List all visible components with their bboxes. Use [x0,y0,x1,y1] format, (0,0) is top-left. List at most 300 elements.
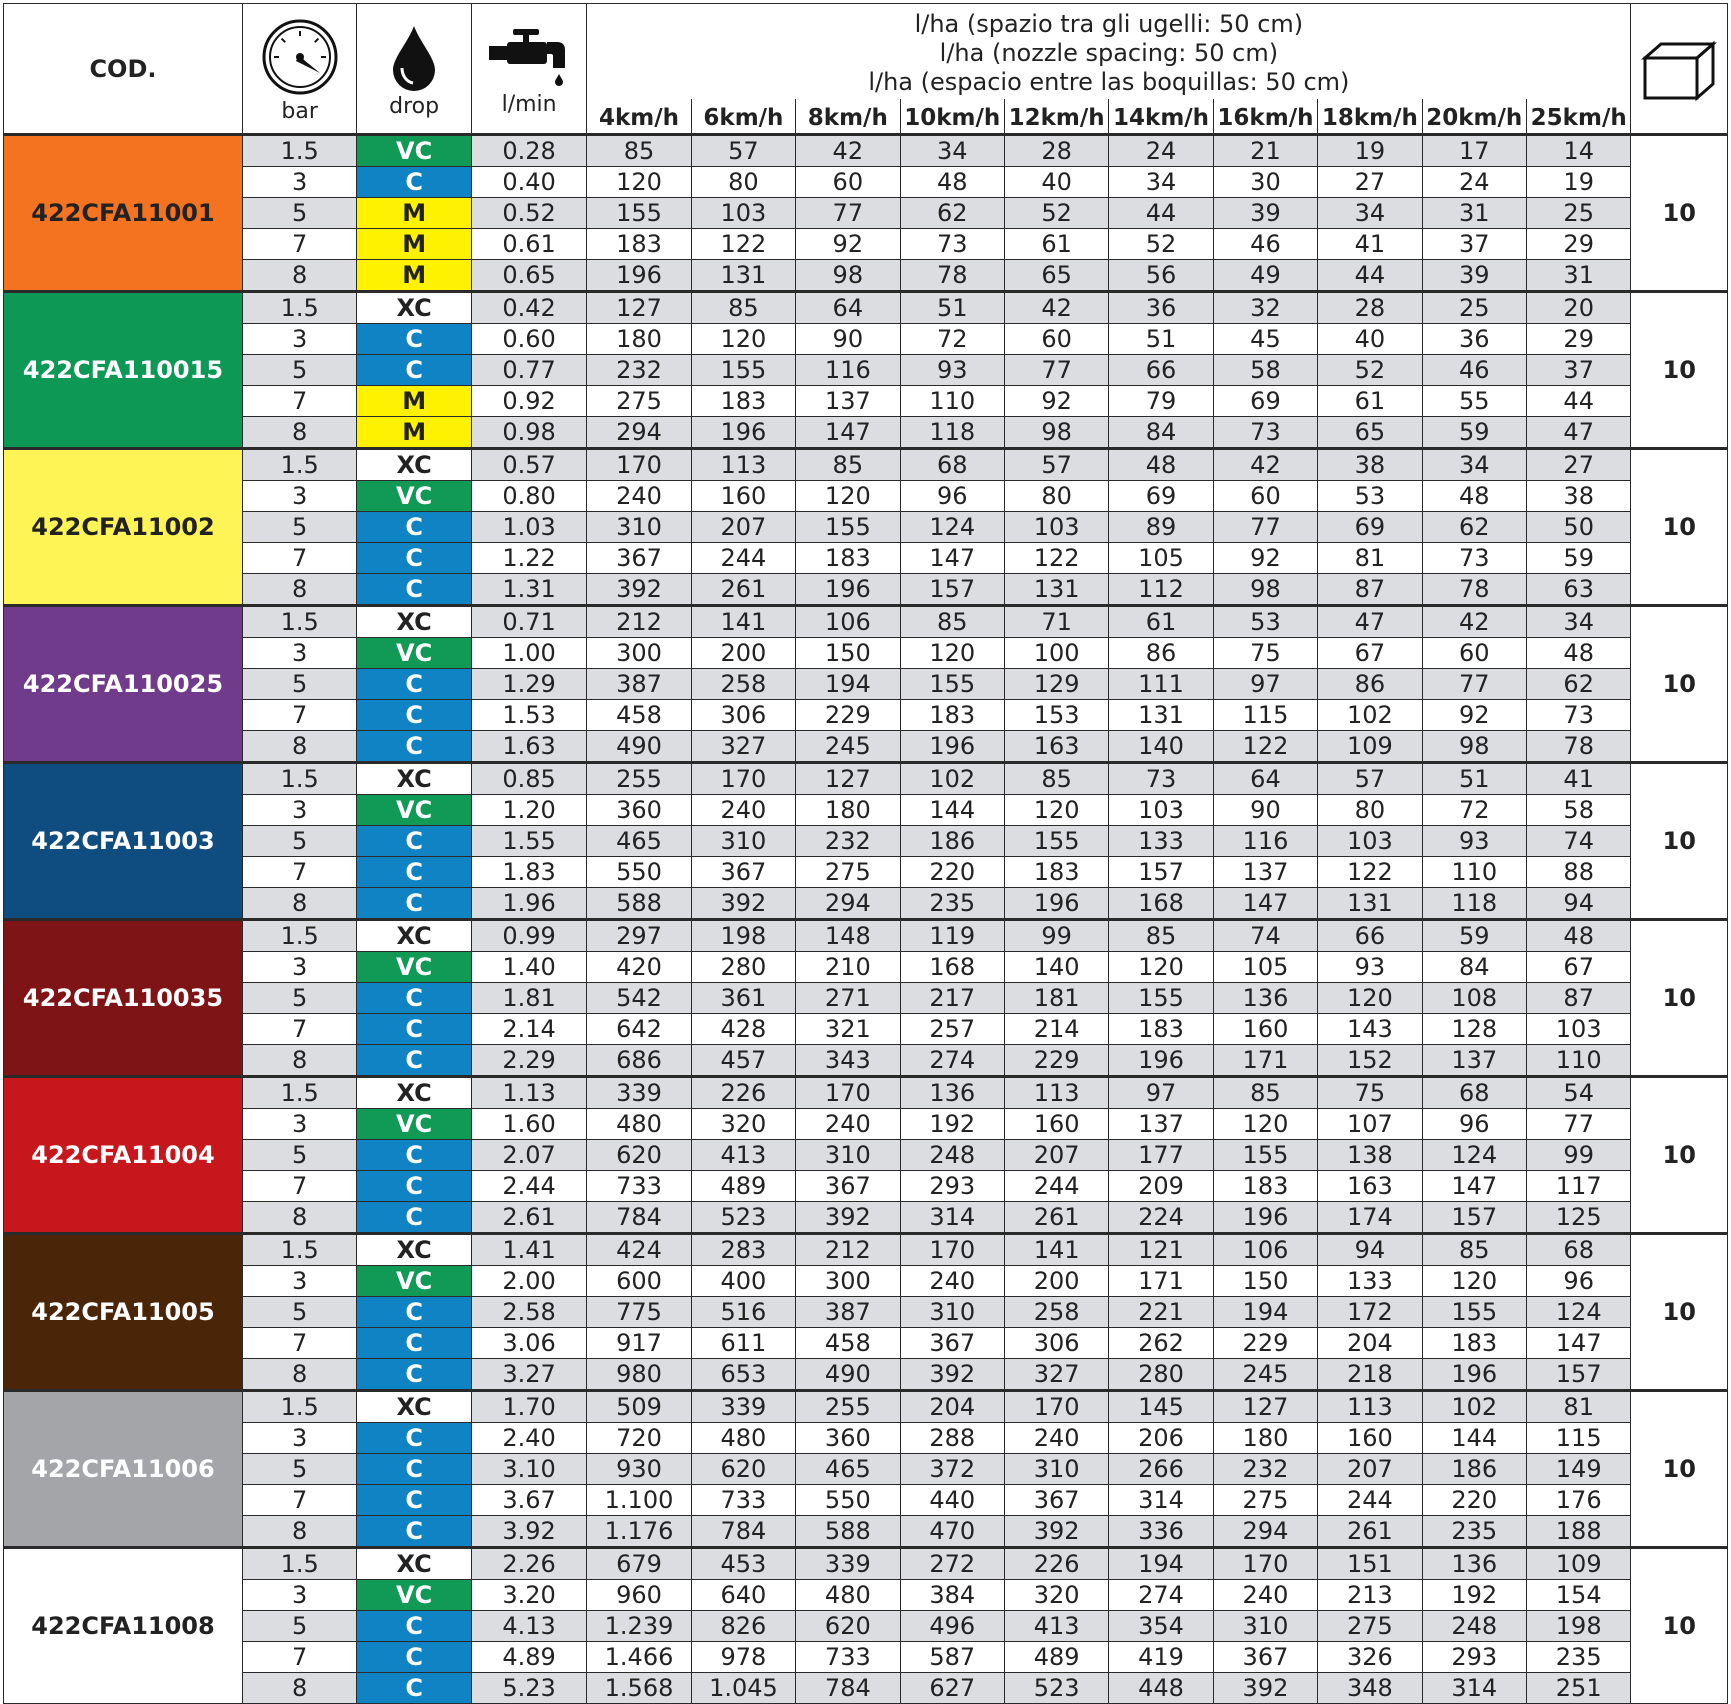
lha-value: 310 [796,1140,900,1171]
lha-value: 69 [1318,512,1422,543]
lha-value: 367 [1004,1485,1108,1516]
lha-value: 110 [900,386,1004,417]
lmin-value: 1.20 [471,795,586,826]
lha-value: 183 [900,700,1004,731]
table-row [4,731,1728,763]
lha-value: 266 [1109,1454,1213,1485]
lha-value: 490 [587,731,691,763]
lha-value: 109 [1318,731,1422,763]
drop-class: XC [357,1234,471,1266]
drop-class: M [357,198,471,229]
lha-value: 60 [1213,481,1317,512]
header-speed-9: 25km/h [1526,99,1630,135]
lha-value: 103 [691,198,795,229]
lha-value: 775 [587,1297,691,1328]
lha-value: 90 [1213,795,1317,826]
lha-value: 542 [587,983,691,1014]
lha-value: 170 [587,449,691,481]
lha-value: 280 [1109,1359,1213,1391]
lha-value: 106 [1213,1234,1317,1266]
lha-value: 255 [587,763,691,795]
lha-value: 77 [796,198,900,229]
lha-value: 217 [900,983,1004,1014]
bar-value: 1.5 [242,292,356,324]
lha-value: 204 [900,1391,1004,1423]
lha-value: 124 [1526,1297,1630,1328]
lmin-value: 0.77 [471,355,586,386]
drop-class: C [357,857,471,888]
nozzle-code: 422CFA11008 [4,1548,243,1704]
lmin-value: 2.58 [471,1297,586,1328]
lha-value: 92 [1422,700,1526,731]
lha-value: 192 [900,1109,1004,1140]
lha-value: 440 [900,1485,1004,1516]
drop-class: M [357,229,471,260]
lha-value: 183 [1213,1171,1317,1202]
lha-value: 29 [1526,229,1630,260]
lha-value: 131 [1109,700,1213,731]
bar-value: 7 [242,1171,356,1202]
drop-class: M [357,260,471,292]
lha-value: 314 [1109,1485,1213,1516]
table-row [4,481,1728,512]
lha-value: 25 [1422,292,1526,324]
table-row [4,638,1728,669]
lha-value: 140 [1109,731,1213,763]
lha-value: 300 [796,1266,900,1297]
lha-value: 89 [1109,512,1213,543]
lha-value: 81 [1526,1391,1630,1423]
lha-value: 262 [1109,1328,1213,1359]
pressure-gauge-icon [260,17,340,97]
lmin-value: 2.40 [471,1423,586,1454]
lha-value: 679 [587,1548,691,1580]
lha-value: 274 [900,1045,1004,1077]
lha-value: 57 [1004,449,1108,481]
lha-value: 42 [1422,606,1526,638]
table-row [4,512,1728,543]
lha-value: 69 [1109,481,1213,512]
table-row [4,417,1728,449]
lha-value: 66 [1109,355,1213,386]
lha-value: 170 [691,763,795,795]
bar-value: 8 [242,888,356,920]
drop-class: C [357,1642,471,1673]
drop-class: C [357,1328,471,1359]
table-row [4,260,1728,292]
lha-value: 224 [1109,1202,1213,1234]
table-row [4,1014,1728,1045]
drop-class: C [357,1014,471,1045]
lha-value: 170 [1004,1391,1108,1423]
lha-value: 170 [1213,1548,1317,1580]
lha-value: 300 [587,638,691,669]
lha-value: 51 [900,292,1004,324]
lha-value: 31 [1526,260,1630,292]
lmin-value: 0.71 [471,606,586,638]
lha-value: 413 [1004,1611,1108,1642]
lha-value: 60 [1422,638,1526,669]
lmin-value: 1.70 [471,1391,586,1423]
lha-value: 170 [796,1077,900,1109]
lha-value: 196 [587,260,691,292]
lha-value: 136 [1422,1548,1526,1580]
lha-value: 77 [1004,355,1108,386]
lha-value: 149 [1526,1454,1630,1485]
lha-value: 196 [1213,1202,1317,1234]
table-row [4,1580,1728,1611]
lha-value: 116 [1213,826,1317,857]
lmin-value: 2.00 [471,1266,586,1297]
lha-value: 196 [900,731,1004,763]
lha-value: 294 [1213,1516,1317,1548]
lha-value: 588 [587,888,691,920]
lha-value: 34 [1526,606,1630,638]
lha-value: 124 [900,512,1004,543]
lha-value: 310 [1213,1611,1317,1642]
lha-value: 458 [587,700,691,731]
lha-value: 640 [691,1580,795,1611]
lha-value: 784 [796,1673,900,1704]
lha-value: 155 [796,512,900,543]
drop-class: C [357,512,471,543]
header-speed-3: 10km/h [900,99,1004,135]
lha-value: 120 [900,638,1004,669]
lha-value: 336 [1109,1516,1213,1548]
table-row [4,355,1728,386]
drop-icon [389,22,439,92]
lha-value: 47 [1526,417,1630,449]
lha-value: 103 [1004,512,1108,543]
lha-value: 354 [1109,1611,1213,1642]
lha-value: 194 [1109,1548,1213,1580]
lha-value: 148 [796,920,900,952]
lha-value: 138 [1318,1140,1422,1171]
lha-value: 157 [1526,1359,1630,1391]
table-row [4,574,1728,606]
lha-value: 207 [1318,1454,1422,1485]
lha-value: 119 [900,920,1004,952]
lha-value: 314 [1422,1673,1526,1704]
lha-value: 48 [900,167,1004,198]
lha-value: 62 [900,198,1004,229]
lha-value: 69 [1213,386,1317,417]
drop-class: C [357,1045,471,1077]
lha-value: 516 [691,1297,795,1328]
lha-value: 367 [587,543,691,574]
lha-value: 61 [1004,229,1108,260]
lha-value: 62 [1422,512,1526,543]
lha-value: 620 [691,1454,795,1485]
lha-value: 120 [691,324,795,355]
drop-class: C [357,1673,471,1704]
lmin-value: 1.22 [471,543,586,574]
lha-value: 297 [587,920,691,952]
lha-line-es: l/ha (espacio entre las boquillas: 50 cm) [868,67,1350,96]
lha-value: 209 [1109,1171,1213,1202]
lha-value: 274 [1109,1580,1213,1611]
lha-value: 186 [900,826,1004,857]
lha-value: 141 [1004,1234,1108,1266]
lha-value: 103 [1526,1014,1630,1045]
lha-value: 196 [796,574,900,606]
lha-value: 153 [1004,700,1108,731]
lha-value: 480 [691,1423,795,1454]
lha-value: 320 [691,1109,795,1140]
table-row [4,1359,1728,1391]
lha-value: 34 [900,135,1004,167]
drop-class: C [357,324,471,355]
lha-value: 65 [1318,417,1422,449]
lha-value: 198 [691,920,795,952]
table-row [4,1391,1728,1423]
lha-value: 310 [1004,1454,1108,1485]
lha-value: 46 [1213,229,1317,260]
lha-value: 77 [1213,512,1317,543]
bar-value: 1.5 [242,449,356,481]
bar-value: 1.5 [242,1077,356,1109]
drop-class: VC [357,638,471,669]
lha-value: 78 [1526,731,1630,763]
lmin-value: 2.14 [471,1014,586,1045]
lha-value: 39 [1422,260,1526,292]
table-row [4,198,1728,229]
lha-value: 73 [1213,417,1317,449]
lha-value: 56 [1109,260,1213,292]
lha-value: 600 [587,1266,691,1297]
lha-value: 144 [900,795,1004,826]
lha-value: 107 [1318,1109,1422,1140]
lmin-value: 2.29 [471,1045,586,1077]
lha-value: 133 [1318,1266,1422,1297]
lha-value: 94 [1318,1234,1422,1266]
table-row [4,920,1728,952]
lha-value: 653 [691,1359,795,1391]
lha-value: 155 [1213,1140,1317,1171]
drop-class: VC [357,1266,471,1297]
lha-value: 111 [1109,669,1213,700]
table-body [4,135,1728,1704]
pack-quantity: 10 [1631,1234,1728,1391]
lha-value: 207 [691,512,795,543]
lha-value: 453 [691,1548,795,1580]
lha-value: 275 [796,857,900,888]
lha-value: 372 [900,1454,1004,1485]
lha-value: 245 [796,731,900,763]
lha-value: 137 [1213,857,1317,888]
table-row [4,1297,1728,1328]
drop-class: XC [357,920,471,952]
lha-value: 171 [1213,1045,1317,1077]
table-row [4,1109,1728,1140]
drop-class: C [357,1454,471,1485]
pack-quantity: 10 [1631,606,1728,763]
lha-value: 78 [1422,574,1526,606]
lha-value: 155 [1422,1297,1526,1328]
lha-value: 244 [691,543,795,574]
bar-value: 1.5 [242,1234,356,1266]
lha-value: 124 [1422,1140,1526,1171]
lha-value: 98 [1422,731,1526,763]
lha-value: 21 [1213,135,1317,167]
nozzle-code: 422CFA11001 [4,135,243,292]
lha-value: 74 [1213,920,1317,952]
header-speed-0: 4km/h [587,99,691,135]
table-row [4,135,1728,167]
lha-value: 80 [1318,795,1422,826]
lha-value: 118 [900,417,1004,449]
lha-value: 25 [1526,198,1630,229]
lha-value: 255 [796,1391,900,1423]
lha-value: 71 [1004,606,1108,638]
lha-value: 248 [1422,1611,1526,1642]
lha-value: 200 [691,638,795,669]
lha-value: 733 [587,1171,691,1202]
lha-value: 458 [796,1328,900,1359]
table-row [4,1423,1728,1454]
lha-value: 73 [1109,763,1213,795]
table-row [4,292,1728,324]
lmin-value: 1.55 [471,826,586,857]
lha-value: 75 [1213,638,1317,669]
lha-value: 387 [796,1297,900,1328]
lha-value: 32 [1213,292,1317,324]
bar-value: 1.5 [242,920,356,952]
lha-value: 97 [1109,1077,1213,1109]
lha-value: 141 [691,606,795,638]
lha-value: 326 [1318,1642,1422,1673]
lha-value: 102 [900,763,1004,795]
lha-value: 183 [1109,1014,1213,1045]
lha-value: 147 [1213,888,1317,920]
lha-value: 177 [1109,1140,1213,1171]
header-speed-2: 8km/h [796,99,900,135]
lha-value: 103 [1318,826,1422,857]
lha-value: 58 [1213,355,1317,386]
lmin-value: 1.96 [471,888,586,920]
faucet-icon [487,24,571,90]
table-row [4,229,1728,260]
lha-value: 28 [1004,135,1108,167]
lha-value: 150 [796,638,900,669]
table-row [4,888,1728,920]
lha-value: 240 [1004,1423,1108,1454]
bar-value: 5 [242,355,356,386]
lha-value: 160 [1004,1109,1108,1140]
lha-value: 66 [1318,920,1422,952]
lha-value: 392 [1213,1673,1317,1704]
lha-value: 72 [900,324,1004,355]
lha-value: 87 [1526,983,1630,1014]
lha-value: 137 [1109,1109,1213,1140]
lha-value: 79 [1109,386,1213,417]
lha-value: 47 [1318,606,1422,638]
lha-value: 733 [691,1485,795,1516]
lha-value: 49 [1213,260,1317,292]
lha-value: 176 [1526,1485,1630,1516]
lmin-value: 1.63 [471,731,586,763]
drop-class: XC [357,1548,471,1580]
lha-value: 213 [1318,1580,1422,1611]
lha-value: 587 [900,1642,1004,1673]
bar-value: 8 [242,1045,356,1077]
drop-class: VC [357,1580,471,1611]
lha-value: 48 [1109,449,1213,481]
lha-value: 306 [1004,1328,1108,1359]
lha-value: 145 [1109,1391,1213,1423]
lha-value: 155 [1109,983,1213,1014]
lha-value: 52 [1109,229,1213,260]
lmin-value: 2.26 [471,1548,586,1580]
lha-value: 120 [1109,952,1213,983]
lha-value: 360 [796,1423,900,1454]
nozzle-flow-table [3,3,1728,1704]
lha-value: 620 [587,1140,691,1171]
lha-value: 186 [1422,1454,1526,1485]
nozzle-code: 422CFA11006 [4,1391,243,1548]
lha-value: 155 [691,355,795,386]
lha-value: 113 [1004,1077,1108,1109]
lha-value: 97 [1213,669,1317,700]
lha-value: 137 [796,386,900,417]
lha-value: 62 [1526,669,1630,700]
lmin-value: 4.89 [471,1642,586,1673]
lha-value: 220 [900,857,1004,888]
lha-value: 31 [1422,198,1526,229]
lha-value: 1.568 [587,1673,691,1704]
table-row [4,606,1728,638]
lha-value: 1.100 [587,1485,691,1516]
lha-value: 144 [1422,1423,1526,1454]
lha-value: 392 [796,1202,900,1234]
lha-value: 198 [1526,1611,1630,1642]
lha-value: 240 [796,1109,900,1140]
lha-value: 294 [587,417,691,449]
lha-value: 127 [1213,1391,1317,1423]
lmin-value: 1.83 [471,857,586,888]
table-row [4,1611,1728,1642]
lha-value: 611 [691,1328,795,1359]
lha-value: 27 [1318,167,1422,198]
lha-value: 115 [1526,1423,1630,1454]
lha-value: 74 [1526,826,1630,857]
lha-value: 240 [1213,1580,1317,1611]
lha-value: 419 [1109,1642,1213,1673]
bar-value: 3 [242,481,356,512]
lha-value: 348 [1318,1673,1422,1704]
header-speed-1: 6km/h [691,99,795,135]
bar-value: 7 [242,1328,356,1359]
lha-value: 170 [900,1234,1004,1266]
lha-value: 28 [1318,292,1422,324]
bar-value: 1.5 [242,135,356,167]
lha-value: 93 [900,355,1004,386]
pack-quantity: 10 [1631,763,1728,920]
lha-value: 163 [1318,1171,1422,1202]
lha-value: 293 [1422,1642,1526,1673]
lha-value: 42 [796,135,900,167]
drop-class: M [357,417,471,449]
lmin-value: 3.06 [471,1328,586,1359]
lha-value: 261 [1004,1202,1108,1234]
lha-value: 147 [796,417,900,449]
lha-value: 120 [1213,1109,1317,1140]
lha-value: 207 [1004,1140,1108,1171]
lha-value: 155 [900,669,1004,700]
lha-value: 428 [691,1014,795,1045]
lha-value: 103 [1109,795,1213,826]
lha-value: 160 [1318,1423,1422,1454]
